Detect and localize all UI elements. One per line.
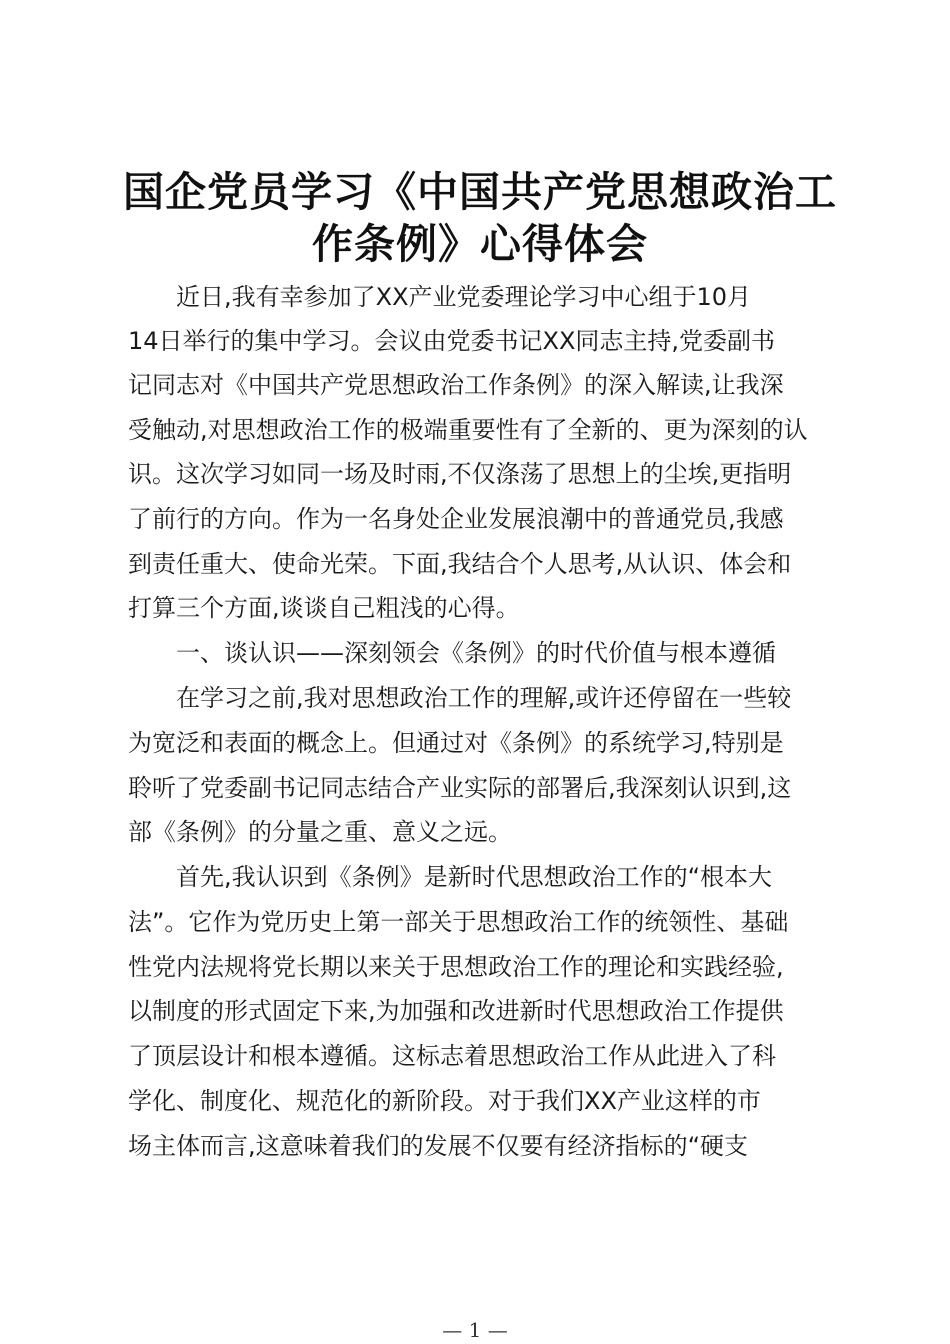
- body-line: 识。这次学习如同一场及时雨,不仅涤荡了思想上的尘埃,更指明: [128, 460, 792, 488]
- page-number: — 1 —: [442, 1318, 508, 1342]
- body-line: 聆听了党委副书记同志结合产业实际的部署后,我深刻认识到,这: [128, 774, 792, 802]
- body-line: 到责任重大、使命光荣。下面,我结合个人思考,从认识、体会和: [128, 550, 792, 578]
- body-line: 打算三个方面,谈谈自己粗浅的心得。: [128, 594, 520, 622]
- body-line: 了顶层设计和根本遵循。这标志着思想政治工作从此进入了科: [128, 1042, 776, 1070]
- body-line: 以制度的形式固定下来,为加强和改进新时代思想政治工作提供: [128, 997, 784, 1025]
- body-line: 学化、制度化、规范化的新阶段。对于我们XX产业这样的市: [128, 1087, 761, 1115]
- title-line-1: 国企党员学习《中国共产党思想政治工: [123, 168, 837, 216]
- body-line: 了前行的方向。作为一名身处企业发展浪潮中的普通党员,我感: [128, 505, 784, 533]
- body-line: 近日,我有幸参加了XX产业党委理论学习中心组于10月: [128, 283, 752, 311]
- section-heading: 一、谈认识——深刻领会《条例》的时代价值与根本遵循: [128, 639, 776, 667]
- title-line-2: 作条例》心得体会: [312, 220, 648, 268]
- body-line: 记同志对《中国共产党思想政治工作条例》的深入解读,让我深: [128, 371, 784, 399]
- body-line: 为宽泛和表面的概念上。但通过对《条例》的系统学习,特别是: [128, 729, 784, 757]
- body-line: 在学习之前,我对思想政治工作的理解,或许还停留在一些较: [128, 684, 792, 712]
- body-line: 部《条例》的分量之重、意义之远。: [128, 818, 512, 846]
- body-line: 14日举行的集中学习。会议由党委书记XX同志主持,党委副书: [128, 327, 776, 355]
- body-line: 性党内法规将党长期以来关于思想政治工作的理论和实践经验,: [128, 953, 784, 981]
- document-title: [120, 166, 840, 270]
- body-line: 法”。它作为党历史上第一部关于思想政治工作的统领性、基础: [128, 908, 789, 936]
- body-line: 首先,我认识到《条例》是新时代思想政治工作的“根本大: [128, 863, 773, 891]
- body-line: 受触动,对思想政治工作的极端重要性有了全新的、更为深刻的认: [128, 416, 808, 444]
- body-line: 场主体而言,这意味着我们的发展不仅要有经济指标的“硬支: [128, 1132, 749, 1160]
